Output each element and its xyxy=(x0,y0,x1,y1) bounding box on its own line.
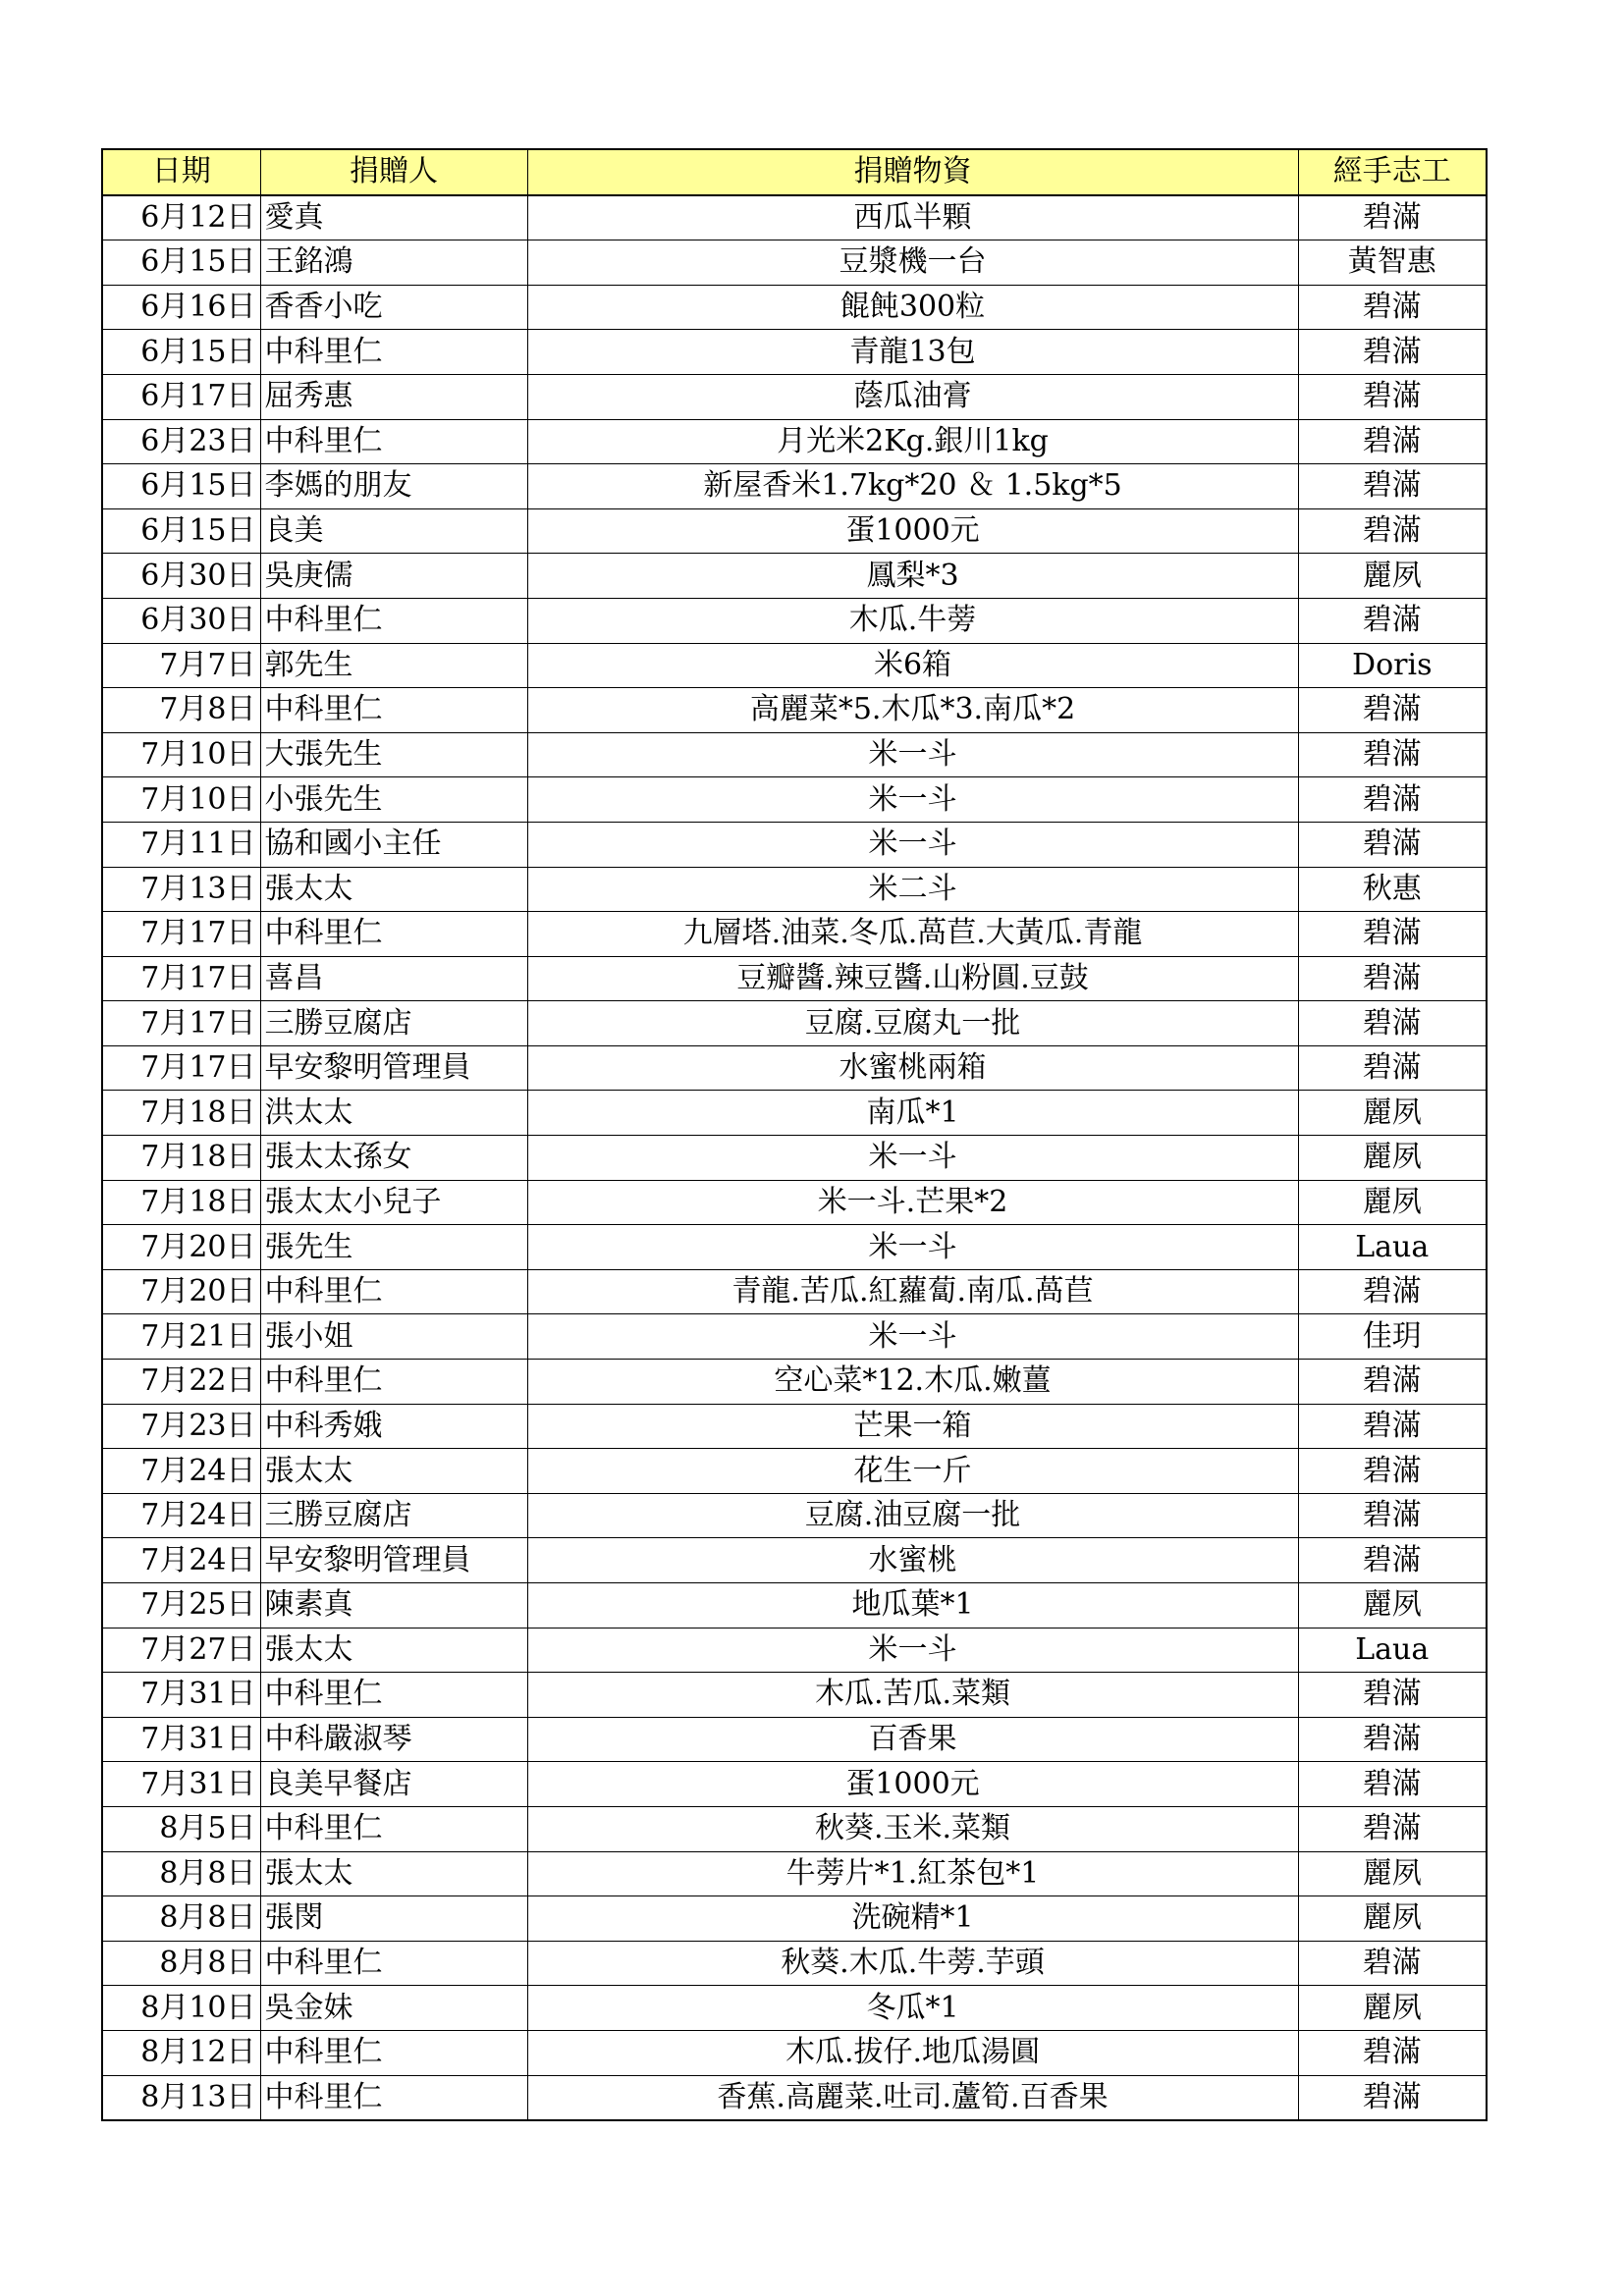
cell-items: 木瓜.拔仔.地瓜湯圓 xyxy=(527,2030,1298,2075)
cell-donor: 愛真 xyxy=(260,195,527,240)
cell-date: 7月18日 xyxy=(102,1136,260,1181)
cell-date: 8月8日 xyxy=(102,1896,260,1942)
cell-donor: 郭先生 xyxy=(260,643,527,688)
cell-volunteer: 碧滿 xyxy=(1298,1001,1487,1046)
cell-volunteer: 碧滿 xyxy=(1298,732,1487,777)
cell-volunteer: 碧滿 xyxy=(1298,1269,1487,1314)
table-row xyxy=(102,912,1487,957)
cell-donor: 張太太 xyxy=(260,1851,527,1896)
table-row xyxy=(102,643,1487,688)
cell-date: 6月30日 xyxy=(102,554,260,599)
cell-volunteer: 麗夙 xyxy=(1298,1986,1487,2031)
cell-volunteer: 碧滿 xyxy=(1298,330,1487,375)
cell-items: 青龍13包 xyxy=(527,330,1298,375)
cell-date: 6月16日 xyxy=(102,285,260,330)
cell-items: 米一斗 xyxy=(527,822,1298,867)
cell-items: 豆漿機一台 xyxy=(527,240,1298,286)
table-row xyxy=(102,2030,1487,2075)
cell-volunteer: 碧滿 xyxy=(1298,1493,1487,1538)
table-row xyxy=(102,1851,1487,1896)
table-row xyxy=(102,1225,1487,1270)
cell-date: 7月25日 xyxy=(102,1583,260,1629)
cell-items: 米一斗 xyxy=(527,777,1298,823)
cell-items: 米一斗.芒果*2 xyxy=(527,1180,1298,1225)
cell-items: 米一斗 xyxy=(527,1314,1298,1360)
cell-donor: 良美 xyxy=(260,508,527,554)
cell-date: 7月24日 xyxy=(102,1493,260,1538)
cell-date: 7月22日 xyxy=(102,1360,260,1405)
cell-items: 空心菜*12.木瓜.嫩薑 xyxy=(527,1360,1298,1405)
cell-volunteer: 碧滿 xyxy=(1298,956,1487,1001)
cell-date: 7月17日 xyxy=(102,1001,260,1046)
header-volunteer: 經手志工 xyxy=(1298,149,1487,195)
header-date: 日期 xyxy=(102,149,260,195)
cell-date: 7月31日 xyxy=(102,1717,260,1762)
cell-volunteer: 碧滿 xyxy=(1298,688,1487,733)
cell-volunteer: 碧滿 xyxy=(1298,1806,1487,1851)
cell-volunteer: 碧滿 xyxy=(1298,2075,1487,2120)
cell-date: 7月11日 xyxy=(102,822,260,867)
table-row xyxy=(102,285,1487,330)
cell-volunteer: 碧滿 xyxy=(1298,1404,1487,1449)
table-row xyxy=(102,1449,1487,1494)
cell-donor: 張太太 xyxy=(260,867,527,912)
cell-items: 百香果 xyxy=(527,1717,1298,1762)
cell-volunteer: 碧滿 xyxy=(1298,1762,1487,1807)
cell-volunteer: 麗夙 xyxy=(1298,1896,1487,1942)
cell-date: 6月15日 xyxy=(102,240,260,286)
cell-volunteer: 碧滿 xyxy=(1298,1941,1487,1986)
cell-items: 新屋香米1.7kg*20 ＆ 1.5kg*5 xyxy=(527,464,1298,509)
cell-donor: 中科里仁 xyxy=(260,912,527,957)
header-row xyxy=(102,149,1487,195)
cell-donor: 中科里仁 xyxy=(260,598,527,643)
cell-items: 冬瓜*1 xyxy=(527,1986,1298,2031)
table-row xyxy=(102,374,1487,419)
cell-donor: 中科里仁 xyxy=(260,1941,527,1986)
cell-donor: 張太太 xyxy=(260,1628,527,1673)
cell-date: 8月12日 xyxy=(102,2030,260,2075)
cell-donor: 吳金妹 xyxy=(260,1986,527,2031)
table-row xyxy=(102,1045,1487,1091)
cell-date: 8月8日 xyxy=(102,1851,260,1896)
cell-donor: 王銘鴻 xyxy=(260,240,527,286)
cell-items: 地瓜葉*1 xyxy=(527,1583,1298,1629)
cell-date: 6月23日 xyxy=(102,419,260,464)
cell-date: 7月18日 xyxy=(102,1091,260,1136)
cell-donor: 陳素真 xyxy=(260,1583,527,1629)
cell-donor: 中科里仁 xyxy=(260,2030,527,2075)
table-row xyxy=(102,1673,1487,1718)
cell-donor: 洪太太 xyxy=(260,1091,527,1136)
cell-items: 秋葵.玉米.菜類 xyxy=(527,1806,1298,1851)
cell-items: 豆瓣醬.辣豆醬.山粉圓.豆鼓 xyxy=(527,956,1298,1001)
table-row xyxy=(102,1806,1487,1851)
table-row xyxy=(102,195,1487,240)
cell-items: 月光米2Kg.銀川1kg xyxy=(527,419,1298,464)
cell-donor: 中科里仁 xyxy=(260,1269,527,1314)
cell-donor: 李媽的朋友 xyxy=(260,464,527,509)
cell-volunteer: 碧滿 xyxy=(1298,777,1487,823)
table-row xyxy=(102,508,1487,554)
cell-donor: 中科嚴淑琴 xyxy=(260,1717,527,1762)
cell-date: 7月31日 xyxy=(102,1673,260,1718)
cell-date: 6月17日 xyxy=(102,374,260,419)
cell-donor: 張太太孫女 xyxy=(260,1136,527,1181)
cell-volunteer: 麗夙 xyxy=(1298,1180,1487,1225)
cell-items: 水蜜桃 xyxy=(527,1538,1298,1583)
table-row xyxy=(102,1628,1487,1673)
table-row xyxy=(102,554,1487,599)
table-row xyxy=(102,598,1487,643)
cell-items: 花生一斤 xyxy=(527,1449,1298,1494)
cell-volunteer: 碧滿 xyxy=(1298,1045,1487,1091)
cell-volunteer: 麗夙 xyxy=(1298,554,1487,599)
table-row xyxy=(102,464,1487,509)
cell-date: 7月23日 xyxy=(102,1404,260,1449)
table-row xyxy=(102,1762,1487,1807)
cell-items: 香蕉.高麗菜.吐司.蘆筍.百香果 xyxy=(527,2075,1298,2120)
cell-volunteer: 麗夙 xyxy=(1298,1583,1487,1629)
cell-date: 7月10日 xyxy=(102,777,260,823)
cell-donor: 中科里仁 xyxy=(260,688,527,733)
cell-volunteer: 麗夙 xyxy=(1298,1136,1487,1181)
cell-donor: 中科里仁 xyxy=(260,419,527,464)
cell-date: 7月7日 xyxy=(102,643,260,688)
cell-donor: 喜昌 xyxy=(260,956,527,1001)
cell-items: 高麗菜*5.木瓜*3.南瓜*2 xyxy=(527,688,1298,733)
cell-volunteer: 碧滿 xyxy=(1298,1449,1487,1494)
table-row xyxy=(102,1136,1487,1181)
cell-donor: 張小姐 xyxy=(260,1314,527,1360)
cell-items: 蛋1000元 xyxy=(527,508,1298,554)
cell-date: 8月5日 xyxy=(102,1806,260,1851)
cell-date: 7月20日 xyxy=(102,1225,260,1270)
cell-volunteer: 碧滿 xyxy=(1298,1673,1487,1718)
cell-volunteer: 碧滿 xyxy=(1298,195,1487,240)
cell-donor: 吳庚儒 xyxy=(260,554,527,599)
cell-donor: 張先生 xyxy=(260,1225,527,1270)
table-row xyxy=(102,1538,1487,1583)
cell-volunteer: 佳玥 xyxy=(1298,1314,1487,1360)
cell-donor: 張太太小兒子 xyxy=(260,1180,527,1225)
cell-date: 7月24日 xyxy=(102,1538,260,1583)
cell-volunteer: 碧滿 xyxy=(1298,598,1487,643)
cell-volunteer: 碧滿 xyxy=(1298,419,1487,464)
cell-volunteer: 麗夙 xyxy=(1298,1091,1487,1136)
cell-donor: 良美早餐店 xyxy=(260,1762,527,1807)
cell-date: 7月8日 xyxy=(102,688,260,733)
table-row xyxy=(102,777,1487,823)
table-row xyxy=(102,867,1487,912)
cell-items: 豆腐.豆腐丸一批 xyxy=(527,1001,1298,1046)
cell-date: 7月21日 xyxy=(102,1314,260,1360)
table-row xyxy=(102,1717,1487,1762)
cell-donor: 張閔 xyxy=(260,1896,527,1942)
cell-items: 青龍.苦瓜.紅蘿蔔.南瓜.萵苣 xyxy=(527,1269,1298,1314)
cell-donor: 中科里仁 xyxy=(260,330,527,375)
cell-items: 洗碗精*1 xyxy=(527,1896,1298,1942)
cell-date: 7月17日 xyxy=(102,912,260,957)
cell-donor: 小張先生 xyxy=(260,777,527,823)
cell-donor: 大張先生 xyxy=(260,732,527,777)
cell-donor: 張太太 xyxy=(260,1449,527,1494)
cell-date: 7月17日 xyxy=(102,1045,260,1091)
cell-donor: 中科里仁 xyxy=(260,1360,527,1405)
cell-date: 8月13日 xyxy=(102,2075,260,2120)
cell-date: 6月30日 xyxy=(102,598,260,643)
table-row xyxy=(102,1941,1487,1986)
table-row xyxy=(102,1001,1487,1046)
cell-items: 米一斗 xyxy=(527,1628,1298,1673)
table-row xyxy=(102,1269,1487,1314)
cell-items: 米一斗 xyxy=(527,732,1298,777)
cell-date: 7月24日 xyxy=(102,1449,260,1494)
cell-items: 豆腐.油豆腐一批 xyxy=(527,1493,1298,1538)
cell-items: 鳳梨*3 xyxy=(527,554,1298,599)
cell-items: 秋葵.木瓜.牛蒡.芋頭 xyxy=(527,1941,1298,1986)
table-body xyxy=(102,195,1487,2121)
table-row xyxy=(102,1404,1487,1449)
cell-items: 牛蒡片*1.紅茶包*1 xyxy=(527,1851,1298,1896)
cell-donor: 中科里仁 xyxy=(260,1806,527,1851)
cell-donor: 三勝豆腐店 xyxy=(260,1001,527,1046)
cell-volunteer: 碧滿 xyxy=(1298,508,1487,554)
cell-date: 6月12日 xyxy=(102,195,260,240)
cell-date: 7月13日 xyxy=(102,867,260,912)
cell-items: 西瓜半顆 xyxy=(527,195,1298,240)
cell-date: 7月31日 xyxy=(102,1762,260,1807)
table-row xyxy=(102,330,1487,375)
cell-volunteer: 碧滿 xyxy=(1298,285,1487,330)
table-row xyxy=(102,2075,1487,2120)
cell-volunteer: Laua xyxy=(1298,1225,1487,1270)
header-donor: 捐贈人 xyxy=(260,149,527,195)
cell-items: 蛋1000元 xyxy=(527,1762,1298,1807)
table-row xyxy=(102,732,1487,777)
cell-volunteer: 碧滿 xyxy=(1298,1538,1487,1583)
cell-items: 米一斗 xyxy=(527,1225,1298,1270)
cell-items: 米6箱 xyxy=(527,643,1298,688)
cell-donor: 三勝豆腐店 xyxy=(260,1493,527,1538)
cell-date: 7月17日 xyxy=(102,956,260,1001)
table-row xyxy=(102,1896,1487,1942)
cell-items: 米一斗 xyxy=(527,1136,1298,1181)
cell-donor: 中科里仁 xyxy=(260,2075,527,2120)
cell-date: 6月15日 xyxy=(102,464,260,509)
cell-items: 水蜜桃兩箱 xyxy=(527,1045,1298,1091)
table-row xyxy=(102,419,1487,464)
cell-donor: 早安黎明管理員 xyxy=(260,1045,527,1091)
cell-date: 7月10日 xyxy=(102,732,260,777)
cell-donor: 香香小吃 xyxy=(260,285,527,330)
table-row xyxy=(102,688,1487,733)
cell-volunteer: 碧滿 xyxy=(1298,374,1487,419)
cell-items: 南瓜*1 xyxy=(527,1091,1298,1136)
table-row xyxy=(102,1493,1487,1538)
cell-date: 8月10日 xyxy=(102,1986,260,2031)
cell-volunteer: Laua xyxy=(1298,1628,1487,1673)
cell-volunteer: 碧滿 xyxy=(1298,912,1487,957)
cell-volunteer: 碧滿 xyxy=(1298,822,1487,867)
cell-date: 7月18日 xyxy=(102,1180,260,1225)
cell-items: 木瓜.牛蒡 xyxy=(527,598,1298,643)
table-row xyxy=(102,1986,1487,2031)
cell-donor: 中科秀娥 xyxy=(260,1404,527,1449)
table-row xyxy=(102,1314,1487,1360)
cell-date: 6月15日 xyxy=(102,330,260,375)
cell-date: 8月8日 xyxy=(102,1941,260,1986)
cell-volunteer: 碧滿 xyxy=(1298,2030,1487,2075)
cell-items: 九層塔.油菜.冬瓜.萵苣.大黃瓜.青龍 xyxy=(527,912,1298,957)
cell-donor: 協和國小主任 xyxy=(260,822,527,867)
cell-items: 餛飩300粒 xyxy=(527,285,1298,330)
donation-table xyxy=(101,148,1488,2121)
cell-volunteer: Doris xyxy=(1298,643,1487,688)
cell-items: 米二斗 xyxy=(527,867,1298,912)
cell-donor: 中科里仁 xyxy=(260,1673,527,1718)
table-row xyxy=(102,822,1487,867)
cell-volunteer: 黃智惠 xyxy=(1298,240,1487,286)
table-row xyxy=(102,956,1487,1001)
cell-items: 芒果一箱 xyxy=(527,1404,1298,1449)
cell-volunteer: 碧滿 xyxy=(1298,464,1487,509)
cell-items: 蔭瓜油膏 xyxy=(527,374,1298,419)
cell-volunteer: 麗夙 xyxy=(1298,1851,1487,1896)
table-row xyxy=(102,1360,1487,1405)
cell-items: 木瓜.苦瓜.菜類 xyxy=(527,1673,1298,1718)
cell-donor: 屈秀惠 xyxy=(260,374,527,419)
cell-volunteer: 秋惠 xyxy=(1298,867,1487,912)
header-items: 捐贈物資 xyxy=(527,149,1298,195)
cell-date: 7月20日 xyxy=(102,1269,260,1314)
table-row xyxy=(102,1583,1487,1629)
table-row xyxy=(102,1091,1487,1136)
cell-date: 6月15日 xyxy=(102,508,260,554)
table-header xyxy=(102,149,1487,195)
cell-date: 7月27日 xyxy=(102,1628,260,1673)
cell-volunteer: 碧滿 xyxy=(1298,1360,1487,1405)
cell-volunteer: 碧滿 xyxy=(1298,1717,1487,1762)
table-row xyxy=(102,240,1487,286)
table-row xyxy=(102,1180,1487,1225)
cell-donor: 早安黎明管理員 xyxy=(260,1538,527,1583)
